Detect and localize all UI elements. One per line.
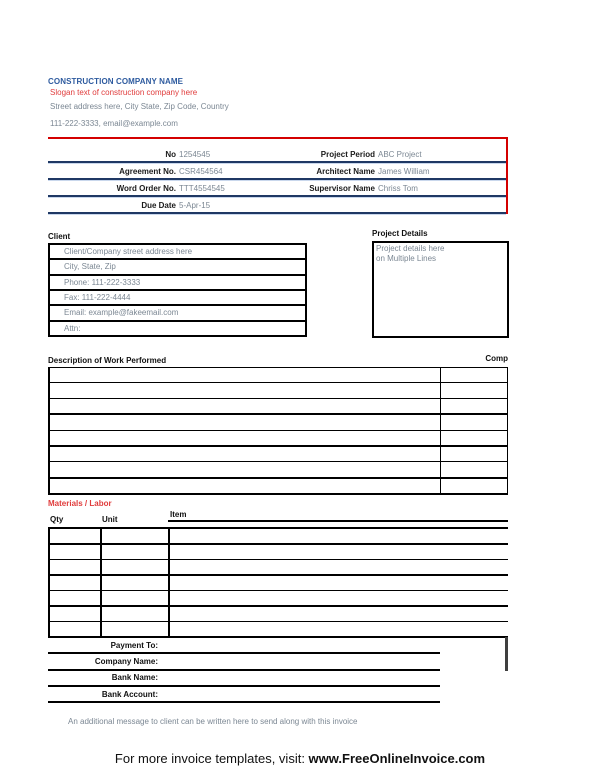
materials-unit-cell[interactable] [100,622,168,636]
invoice-info-row [48,163,506,180]
materials-table-row [50,607,508,622]
work-description-cell[interactable] [50,399,440,413]
payment-label: Bank Account: [101,689,158,699]
work-description-cell[interactable] [50,462,440,476]
invoice-info-table [48,137,508,214]
work-table-row [50,431,507,447]
payment-value-field[interactable] [158,654,440,668]
materials-item-cell[interactable] [168,545,508,559]
work-table-row [50,399,507,415]
work-table-row [50,383,507,398]
info-right-cell [280,184,506,193]
client-field-row[interactable] [50,260,305,275]
materials-unit-cell[interactable] [100,607,168,621]
work-comp-cell[interactable] [440,383,507,397]
work-performed-table [48,367,508,495]
materials-qty-cell[interactable] [50,622,100,636]
info-value-field[interactable]: James William [378,167,430,176]
work-comp-cell[interactable] [440,399,507,413]
company-name: CONSTRUCTION COMPANY NAME [48,77,184,86]
work-comp-cell[interactable] [440,462,507,476]
work-description-cell[interactable] [50,368,440,382]
info-label: Agreement No. [119,167,176,176]
info-value-field[interactable]: 1254545 [179,150,211,159]
work-table-row [50,415,507,430]
project-details-heading: Project Details [372,229,428,238]
work-comp-cell[interactable] [440,431,507,445]
materials-qty-cell[interactable] [50,576,100,590]
materials-table-row [50,591,508,607]
materials-item-cell[interactable] [168,607,508,621]
materials-item-cell[interactable] [168,591,508,605]
work-description-cell[interactable] [50,431,440,445]
work-description-cell[interactable] [50,447,440,461]
info-label: No [165,150,176,159]
materials-col-qty: Qty [50,515,64,524]
company-contact: 111-222-3333, email@example.com [50,119,178,128]
client-details-box [48,243,307,337]
footer-text: For more invoice templates, visit: [114,751,309,766]
footer [0,751,600,766]
materials-unit-cell[interactable] [100,591,168,605]
work-table-row [50,479,507,495]
client-field-text: Client/Company street address here [64,247,193,257]
payment-value-field[interactable] [158,687,440,701]
materials-qty-cell[interactable] [50,560,100,574]
materials-item-cell[interactable] [168,560,508,574]
work-table-row [50,368,507,383]
payment-section [48,638,440,703]
client-field-text: Email: example@fakeemail.com [64,308,179,318]
totals-box-cut-edge [505,637,508,671]
info-right-cell [280,167,506,176]
invoice-info-row [48,197,506,214]
info-label: Supervisor Name [309,184,375,193]
payment-label: Company Name: [94,656,158,666]
client-field-text: Attn: [64,323,81,333]
payment-row [48,671,440,687]
info-label: Due Date [141,200,176,210]
client-field-row[interactable] [50,245,305,260]
work-comp-cell[interactable] [440,368,507,382]
materials-table-row [50,545,508,560]
materials-table-row [50,560,508,576]
work-comp-column-heading: Comp [485,354,508,363]
materials-item-cell[interactable] [168,622,508,636]
info-value-field[interactable]: TTT4554545 [179,184,225,193]
info-left-cell [48,201,280,210]
materials-table [48,527,508,638]
payment-row [48,638,440,654]
work-comp-cell[interactable] [440,447,507,461]
materials-table-row [50,622,508,638]
materials-item-cell[interactable] [168,529,508,543]
info-left-cell [48,167,280,176]
project-details-placeholder-line: Project details here [376,244,445,253]
info-label: Word Order No. [116,184,176,193]
materials-qty-cell[interactable] [50,607,100,621]
payment-label: Payment To: [110,640,158,650]
info-label: Project Period [320,150,375,159]
client-field-text: Fax: 111-222-4444 [64,293,131,303]
materials-table-row [50,529,508,545]
payment-value-field[interactable] [158,671,440,685]
company-slogan: Slogan text of construction company here [50,88,198,97]
info-left-cell [48,184,280,193]
info-right-cell [280,150,506,159]
client-heading: Client [48,232,71,241]
materials-qty-cell[interactable] [50,529,100,543]
info-value-field[interactable]: ABC Project [378,150,422,159]
client-field-text: Phone: 111-222-3333 [64,277,141,287]
work-description-cell[interactable] [50,383,440,397]
materials-table-row [50,576,508,591]
materials-unit-cell[interactable] [100,576,168,590]
payment-row [48,687,440,703]
item-header-underline [168,520,508,522]
work-description-cell[interactable] [50,415,440,429]
work-table-heading: Description of Work Performed [48,356,167,365]
materials-heading: Materials / Labor [48,499,112,508]
materials-qty-cell[interactable] [50,545,100,559]
materials-unit-cell[interactable] [100,545,168,559]
project-details-field[interactable] [372,241,509,338]
info-left-cell [48,150,280,159]
payment-label: Bank Name: [111,673,158,683]
payment-value-field[interactable] [158,638,440,652]
info-value-field[interactable]: Chriss Tom [378,184,418,193]
info-value-field[interactable]: CSR454564 [179,167,223,176]
materials-qty-cell[interactable] [50,591,100,605]
work-table-row [50,462,507,478]
company-address: Street address here, City State, Zip Code, Country [50,102,229,111]
project-details-placeholder-line: on Multiple Lines [376,253,437,263]
invoice-info-row [48,139,506,163]
client-field-row[interactable] [50,276,305,291]
client-field-row[interactable] [50,306,305,321]
info-label: Architect Name [316,167,375,176]
client-field-text: City, State, Zip [64,262,116,272]
materials-col-item: Item [170,510,187,519]
materials-unit-cell[interactable] [100,560,168,574]
materials-item-cell[interactable] [168,576,508,590]
client-field-row[interactable] [50,291,305,306]
invoice-info-row [48,180,506,197]
work-comp-cell[interactable] [440,415,507,429]
work-description-cell[interactable] [50,479,440,493]
footer-link[interactable]: www.FreeOnlineInvoice.com [308,751,486,766]
payment-row [48,654,440,670]
materials-col-unit: Unit [102,515,118,524]
work-table-row [50,447,507,462]
materials-unit-cell[interactable] [100,529,168,543]
info-value-field[interactable]: 5-Apr-15 [179,200,211,210]
work-comp-cell[interactable] [440,479,507,493]
additional-message-note: An additional message to client can be written here to send along with this invoice [68,717,358,726]
client-field-row[interactable] [50,322,305,335]
